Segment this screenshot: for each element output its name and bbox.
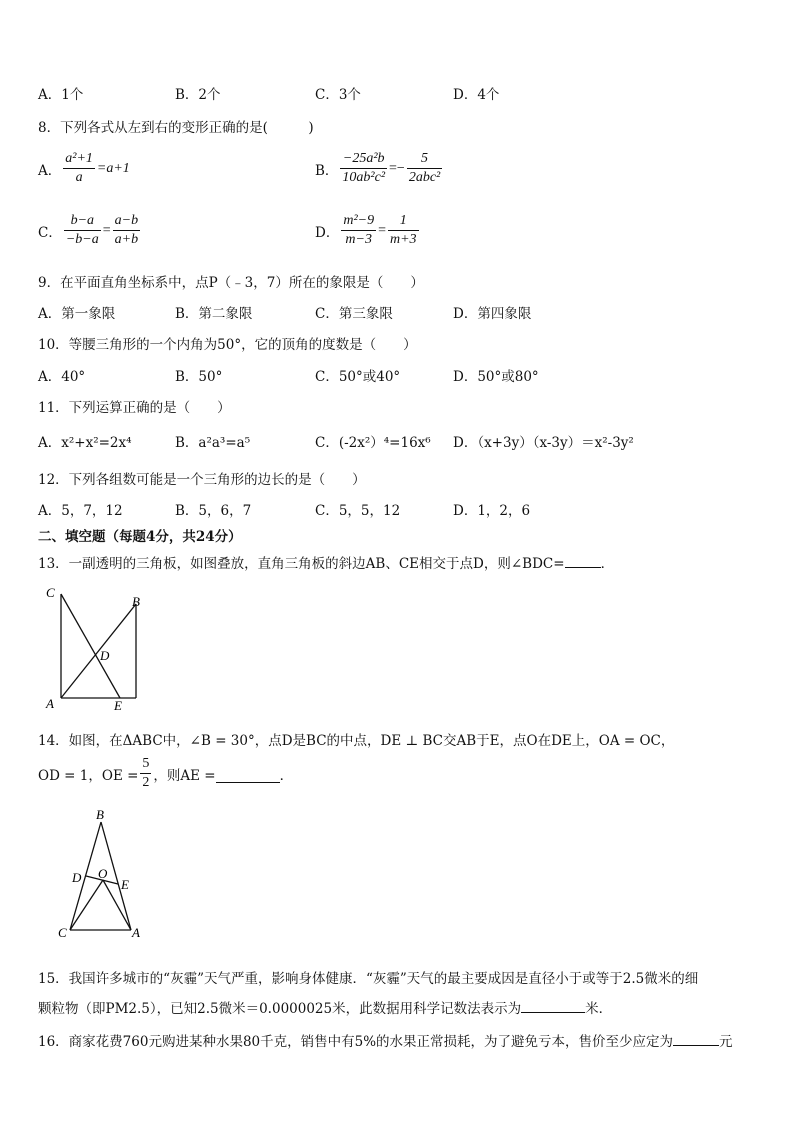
q8-d-rhs-denominator: m+3 [390,232,417,247]
q16-answer-blank [673,1033,719,1046]
q12-option-b: B．5，6，7 [175,503,252,519]
q10-stem: 10．等腰三角形的一个内角为50°，它的顶角的度数是（ ） [38,337,417,353]
q8-d-numerator: m²−9 [341,212,376,231]
q14-line2-middle: ，则AE = [153,767,216,784]
q8-c-rhs-numerator: a−b [113,212,140,231]
q10-option-c: C．50°或40° [315,369,401,385]
q8-c-numerator: b−a [64,212,101,231]
q14-line2-start: OD = 1，OE = [38,767,139,784]
q8-d-rhs-fraction [388,212,419,249]
q9-option-a: A．第一象限 [38,306,116,322]
q12-stem: 12．下列各组数可能是一个三角形的边长的是（ ） [38,472,366,488]
q8-c-label: C． [38,224,62,241]
q13-line-ab [61,604,136,698]
q14-figure [55,805,155,945]
q11-option-a: A．x²+x²=2x⁴ [38,435,132,451]
q11-option-b: B．a²a³=a⁵ [175,435,251,451]
q7-option-d: D．4个 [453,87,500,103]
q13-stem [38,552,614,572]
q13-answer-blank [565,555,601,568]
q14-oe-fraction [140,755,151,792]
q14-line1: 14．如图，在ΔABC中，∠B = 30°，点D是BC的中点，DE ⊥ BC交AB于E，点O在DE上，OA = OC， [38,733,675,749]
q8-a-label: A． [38,162,62,179]
q11-option-c: C．(-2x²）⁴=16x⁶ [315,435,431,451]
q12-option-a: A．5，7，12 [38,503,123,519]
q14-label-e: E [121,877,129,892]
q11-stem: 11．下列运算正确的是（ ） [38,400,231,416]
q15-answer-blank [521,1000,585,1013]
q8-d-denominator: m−3 [345,232,372,247]
q8-a-denominator: a [75,170,83,185]
q12-option-d: D．1，2，6 [453,503,531,519]
q8-c-rhs-fraction [113,212,140,249]
q8-c-eq: = [102,222,111,238]
q14-oe-denominator: 2 [142,775,150,790]
q11-option-d: D．（x+3y）（x-3y）＝x²-3y² [453,435,634,451]
q8-b-rhs-numerator: 5 [407,150,442,169]
q10-option-b: B．50° [175,369,223,385]
q16-tail: 元 [719,1034,733,1050]
q8-stem: 8．下列各式从左到右的变形正确的是( ) [38,120,314,136]
q7-option-c: C．3个 [315,87,361,103]
q14-label-c: C [58,925,67,940]
q9-option-c: C．第三象限 [315,306,393,322]
q8-option-b [315,150,444,187]
q8-b-eq: =− [389,160,405,176]
q8-b-rhs-denominator: 2abc² [408,170,441,185]
q8-b-numerator: −25a²b [340,150,387,169]
q13-stem-end: ． [600,556,615,572]
q15-line2 [38,997,612,1017]
q13-line-ce [61,594,120,698]
q13-label-d: D [100,648,110,663]
section-fill-in-heading: 二、填空题（每题4分，共24分） [38,529,242,545]
q7-option-a: A．1个 [38,87,84,103]
q14-label-o: O [98,866,108,881]
q12-option-c: C．5，5，12 [315,503,401,519]
q8-a-rhs: =a+1 [96,160,130,176]
q8-c-rhs-denominator: a+b [114,232,139,247]
q8-d-rhs-numerator: 1 [388,212,419,231]
q13-label-c: C [46,585,55,600]
q13-label-a: A [46,696,54,711]
q8-d-label: D． [315,224,340,241]
q8-option-a [38,150,130,187]
q8-d-eq: = [378,222,386,238]
q7-option-b: B．2个 [175,87,221,103]
q14-answer-blank [216,770,280,783]
q8-a-fraction [63,150,95,187]
q14-label-d: D [72,870,82,885]
q14-line-co [70,880,103,930]
q8-b-fraction [340,150,387,187]
q13-label-b: B [132,594,140,609]
q8-c-denominator: −b−a [65,232,99,247]
q15-line2-text: 颗粒物（即PM2.5），已知2.5微米＝0.0000025米，此数据用科学记数法表示为 [38,1001,522,1017]
q9-option-b: B．第二象限 [175,306,253,322]
q13-label-e: E [114,698,122,712]
q8-d-fraction [341,212,376,249]
q9-stem: 9．在平面直角坐标系中，点P（﹣3，7）所在的象限是（ ） [38,275,424,291]
q8-b-rhs-fraction [407,150,442,187]
q14-label-b: B [96,807,104,822]
q14-label-a: A [132,925,140,940]
q8-c-fraction [64,212,101,249]
q8-option-d [315,212,421,249]
q16-line [38,1030,733,1050]
q15-line1: 15．我国许多城市的“灰霾”天气严重，影响身体健康．“灰霾”天气的最主要成因是直径小于或等于2.5微米的细 [38,971,699,987]
q13-figure [40,582,150,712]
q8-b-denominator: 10ab²c² [342,170,386,185]
q8-a-numerator: a²+1 [63,150,95,169]
q8-option-c [38,212,142,249]
q14-line2-end: ． [279,767,294,784]
q13-stem-text: 13．一副透明的三角板，如图叠放，直角三角板的斜边AB、CE相交于点D，则∠BDC= [38,556,565,572]
q16-text: 16．商家花费760元购进某种水果80千克，销售中有5%的水果正常损耗，为了避免亏本，售价至少应定为 [38,1034,674,1050]
q9-option-d: D．第四象限 [453,306,532,322]
q15-line2-end: 米． [585,1001,613,1017]
q10-option-a: A．40° [38,369,86,385]
q14-line2 [38,755,293,792]
q14-oe-numerator: 5 [140,755,151,774]
q10-option-d: D．50°或80° [453,369,539,385]
q8-b-label: B． [315,162,339,179]
